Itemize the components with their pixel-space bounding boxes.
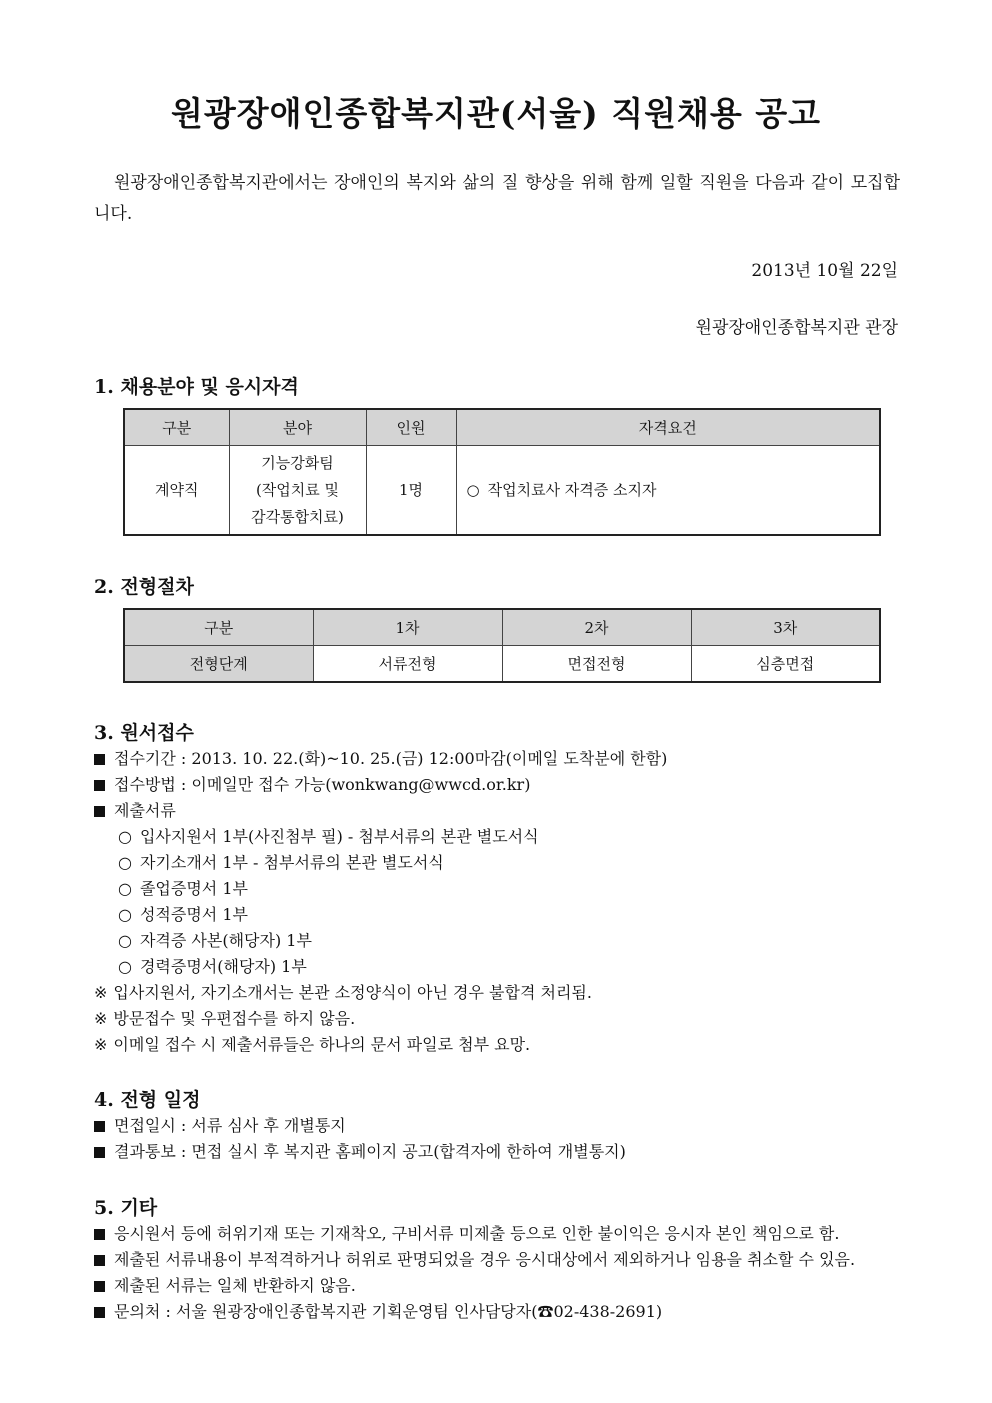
list-item-text: 자격증 사본(해당자) 1부 [139,931,312,950]
list-item-text: 제출서류 [114,801,176,820]
list-item-text: 접수기간 : 2013. 10. 22.(화)~10. 25.(금) 12:00마감(이메일 도착분에 한함) [114,749,668,768]
list-item-text: 이메일 접수 시 제출서류들은 하나의 문서 파일로 첨부 요망. [113,1035,531,1054]
header-cell: 2차 [502,609,691,646]
square-bullet-icon [94,780,105,791]
announcement-date: 2013년 10월 22일 [751,261,898,281]
row-label: 전형단계 [124,646,313,683]
list-item-text: 면접일시 : 서류 심사 후 개별통지 [114,1116,346,1135]
list-item [94,1247,855,1273]
list-item-text: 문의처 : 서울 원광장애인종합복지관 기획운영팀 인사담당자(☎02-438-2691) [114,1302,663,1321]
section-5-title: 5. 기타 [94,1197,158,1219]
list-item-text: 입사지원서, 자기소개서는 본관 소정양식이 아닌 경우 불합격 처리됨. [113,983,592,1002]
list-item [94,902,667,928]
table-row [124,646,880,683]
list-item [94,1006,667,1032]
list-item [94,850,667,876]
list-item [94,980,667,1006]
list-item-text: 제출된 서류내용이 부적격하거나 허위로 판명되었을 경우 응시대상에서 제외하거나 임용을 취소할 수 있음. [114,1250,856,1269]
employment-type: 계약직 [124,446,229,536]
section-4-title: 4. 전형 일정 [94,1089,201,1111]
list-item [94,824,667,850]
circle-marker: ○ [118,827,132,846]
note-marker: ※ [94,983,108,1002]
circle-marker: ○ [118,879,132,898]
list-item-text: 결과통보 : 면접 실시 후 복지관 홈페이지 공고(합격자에 한하여 개별통지) [114,1142,626,1161]
field-line: (작업치료 및 [255,480,340,499]
circle-marker: ○ [118,905,132,924]
square-bullet-icon [94,806,105,817]
list-item [94,928,667,954]
header-cell: 구분 [124,409,229,446]
field-line: 감각통합치료) [251,507,344,526]
list-item-text: 입사지원서 1부(사진첨부 필) - 첨부서류의 본관 별도서식 [139,827,539,846]
header-cell: 1차 [313,609,502,646]
list-item-text: 응시원서 등에 허위기재 또는 기재착오, 구비서류 미제출 등으로 인한 불이익은 응시자 본인 책임으로 함. [114,1224,840,1243]
section-5-list [94,1221,855,1325]
header-cell: 자격요건 [456,409,880,446]
signer: 원광장애인종합복지관 관장 [695,318,898,338]
list-item-text: 자기소개서 1부 - 첨부서류의 본관 별도서식 [139,853,444,872]
table-header-row [124,409,880,446]
square-bullet-icon [94,1307,105,1318]
section-2-title: 2. 전형절차 [94,576,194,598]
section-4-list [94,1113,626,1165]
header-cell: 3차 [691,609,880,646]
list-item-text: 졸업증명서 1부 [139,879,248,898]
page-title: 원광장애인종합복지관(서울) 직원채용 공고 [170,94,821,133]
list-item [94,746,667,772]
recruitment-table [123,408,881,536]
table-row [124,446,880,536]
field-line: 기능강화팀 [261,453,334,472]
square-bullet-icon [94,1147,105,1158]
list-item [94,1139,626,1165]
circle-marker: ○ [118,957,132,976]
circle-marker: ○ [118,931,132,950]
circle-marker: ○ [466,480,480,499]
list-item-text: 성적증명서 1부 [139,905,248,924]
square-bullet-icon [94,1281,105,1292]
square-bullet-icon [94,1121,105,1132]
table-header-row [124,609,880,646]
header-cell: 구분 [124,609,313,646]
square-bullet-icon [94,1255,105,1266]
note-marker: ※ [94,1035,108,1054]
procedure-table [123,608,881,683]
list-item [94,1221,855,1247]
list-item [94,1299,855,1325]
stage-cell: 서류전형 [313,646,502,683]
circle-marker: ○ [118,853,132,872]
list-item [94,954,667,980]
stage-cell: 심층면접 [691,646,880,683]
list-item-text: 방문접수 및 우편접수를 하지 않음. [113,1009,356,1028]
list-item [94,798,667,824]
list-item [94,876,667,902]
list-item [94,1113,626,1139]
section-3-title: 3. 원서접수 [94,722,194,744]
list-item-text: 접수방법 : 이메일만 접수 가능(wonkwang@wwcd.or.kr) [114,775,531,794]
stage-cell: 면접전형 [502,646,691,683]
section-3-list [94,746,667,1058]
list-item [94,772,667,798]
field-cell [229,446,366,536]
header-cell: 분야 [229,409,366,446]
square-bullet-icon [94,1229,105,1240]
headcount: 1명 [366,446,456,536]
requirement-cell [456,446,880,536]
intro-paragraph: 원광장애인종합복지관에서는 장애인의 복지와 삶의 질 향상을 위해 함께 일할 직원을 다음과 같이 모집합니다. [94,173,900,224]
header-cell: 인원 [366,409,456,446]
list-item [94,1032,667,1058]
note-marker: ※ [94,1009,108,1028]
list-item-text: 제출된 서류는 일체 반환하지 않음. [114,1276,356,1295]
list-item [94,1273,855,1299]
section-1-title: 1. 채용분야 및 응시자격 [94,376,299,398]
square-bullet-icon [94,754,105,765]
requirement-text: 작업치료사 자격증 소지자 [487,480,657,499]
list-item-text: 경력증명서(해당자) 1부 [139,957,307,976]
